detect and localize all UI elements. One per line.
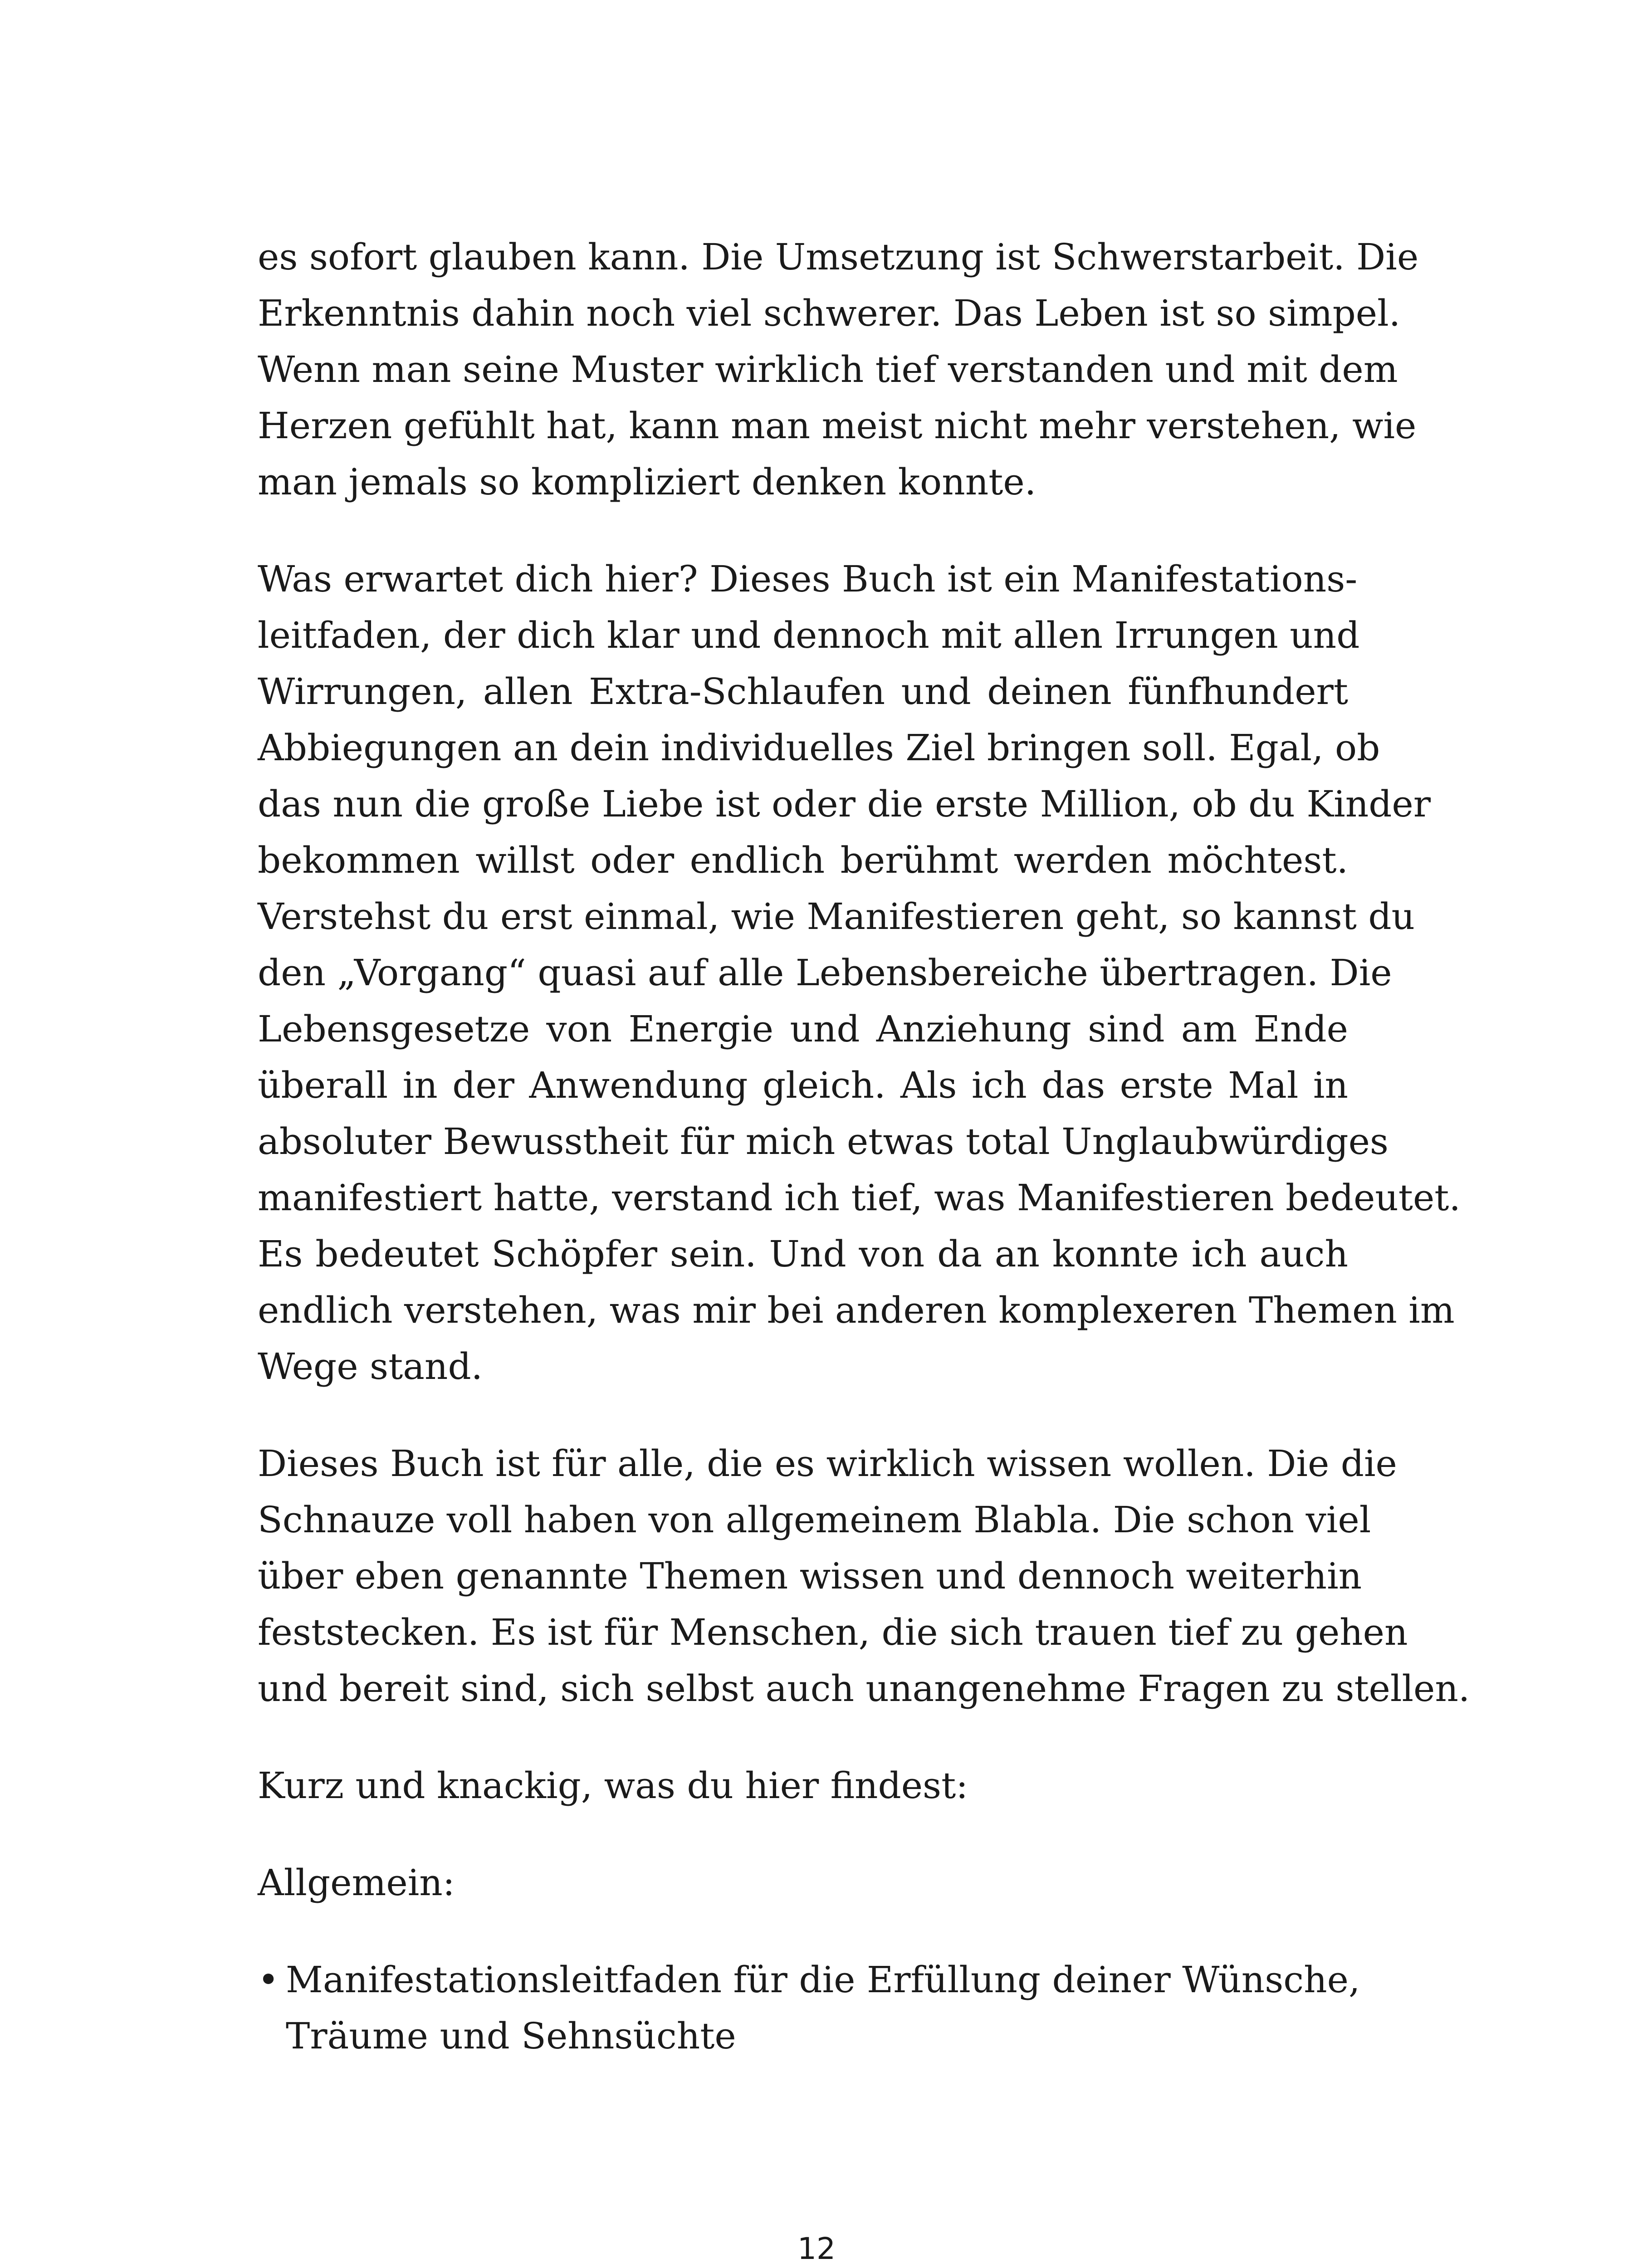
text-line: über eben genannte Themen wissen und dennoch weiterhin [258, 1555, 1362, 1597]
summary-intro: Kurz und knackig, was du hier findest: [258, 1765, 968, 1807]
text-line: Träume und Sehnsüchte [286, 2015, 736, 2057]
text-line: und bereit sind, sich selbst auch unangenehme Fragen zu stellen. [258, 1667, 1470, 1710]
paragraph-2 [258, 551, 1461, 1395]
text-line: das nun die große Liebe ist oder die erste Million, ob du Kinder [258, 783, 1431, 825]
body-text [258, 229, 1470, 2064]
text-line: endlich verstehen, was mir bei anderen komplexeren Themen im [258, 1289, 1455, 1331]
section-label: Allgemein: [258, 1862, 455, 1904]
page-number: 12 [797, 2231, 836, 2266]
paragraph-1 [258, 229, 1419, 510]
text-line: den „Vorgang“ quasi auf alle Lebensbereiche übertragen. Die [258, 952, 1392, 994]
text-line: Lebensgesetze von Energie und Anziehung sind am Ende [258, 1008, 1348, 1050]
text-line: absoluter Bewusstheit für mich etwas total Unglaubwürdiges [258, 1120, 1389, 1163]
text-line: bekommen willst oder endlich berühmt werden möchtest. [258, 839, 1348, 881]
text-line: feststecken. Es ist für Menschen, die sich trauen tief zu gehen [258, 1611, 1408, 1653]
text-line: man jemals so kompliziert denken konnte. [258, 461, 1037, 503]
text-line: Verstehst du erst einmal, wie Manifestieren geht, so kannst du [258, 895, 1415, 938]
text-line: leitfaden, der dich klar und dennoch mit allen Irrungen und [258, 614, 1360, 656]
text-line: es sofort glauben kann. Die Umsetzung ist Schwerstarbeit. Die [258, 236, 1419, 278]
text-line: Erkenntnis dahin noch viel schwerer. Das Leben ist so simpel. [258, 292, 1401, 334]
text-line: Wirrungen, allen Extra-Schlaufen und deinen fünfhundert [258, 670, 1348, 713]
text-line: manifestiert hatte, verstand ich tief, was Manifestieren bedeutet. [258, 1177, 1461, 1219]
text-line: Schnauze voll haben von allgemeinem Blabla. Die schon viel [258, 1499, 1371, 1541]
text-line: Wenn man seine Muster wirklich tief verstanden und mit dem [258, 348, 1398, 391]
bullet-list-item [258, 1952, 1360, 2064]
text-line: überall in der Anwendung gleich. Als ich das erste Mal in [258, 1064, 1348, 1106]
text-line: Abbiegungen an dein individuelles Ziel bringen soll. Egal, ob [258, 727, 1380, 769]
text-line: Manifestationsleitfaden für die Erfüllung deiner Wünsche, [286, 1959, 1360, 2001]
paragraph-3 [258, 1436, 1470, 1717]
text-line: Wege stand. [258, 1345, 483, 1388]
text-line: Dieses Buch ist für alle, die es wirklich wissen wollen. Die die [258, 1442, 1397, 1485]
text-line: Es bedeutet Schöpfer sein. Und von da an konnte ich auch [258, 1233, 1348, 1275]
bullet-icon: • [258, 1959, 279, 2001]
text-line: Herzen gefühlt hat, kann man meist nicht mehr verstehen, wie [258, 405, 1417, 447]
text-line: Was erwartet dich hier? Dieses Buch ist ein Manifestations- [258, 558, 1358, 600]
